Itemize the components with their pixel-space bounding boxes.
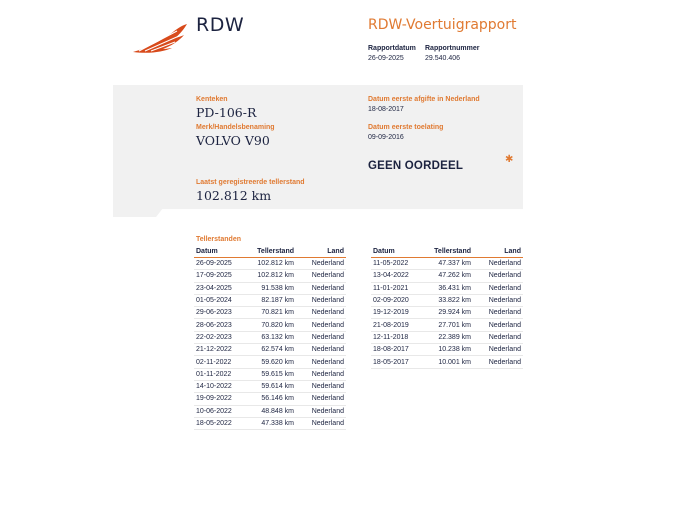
cell-date: 21-12-2022 — [194, 344, 252, 356]
last-odometer-value: 102.812 km — [196, 188, 272, 203]
table-header-row — [194, 246, 346, 258]
asterisk-marker-icon: ✱ — [505, 154, 514, 165]
cell-country: Nederland — [296, 356, 346, 368]
table-row — [194, 270, 346, 282]
plate-value: PD-106-R — [196, 105, 257, 120]
cell-date: 11-05-2022 — [371, 258, 429, 270]
cell-odometer: 102.812 km — [252, 258, 296, 270]
first-issue-label: Datum eerste afgifte in Nederland — [368, 96, 480, 103]
table-row — [371, 307, 523, 319]
cell-country: Nederland — [296, 319, 346, 331]
table-row — [194, 356, 346, 368]
cell-date: 12-11-2018 — [371, 331, 429, 343]
cell-date: 26-09-2025 — [194, 258, 252, 270]
table-row — [371, 282, 523, 294]
cell-odometer: 27.701 km — [429, 319, 473, 331]
cell-date: 01-11-2022 — [194, 368, 252, 380]
cell-country: Nederland — [296, 380, 346, 392]
cell-country: Nederland — [473, 258, 523, 270]
cell-odometer: 70.821 km — [252, 307, 296, 319]
cell-odometer: 62.574 km — [252, 344, 296, 356]
cell-date: 22-02-2023 — [194, 331, 252, 343]
cell-odometer: 10.001 km — [429, 356, 473, 368]
cell-date: 18-05-2022 — [194, 417, 252, 429]
cell-country: Nederland — [473, 307, 523, 319]
table-row — [194, 258, 346, 270]
cell-date: 23-04-2025 — [194, 282, 252, 294]
cell-odometer: 82.187 km — [252, 294, 296, 306]
table-row — [194, 282, 346, 294]
cell-odometer: 47.338 km — [252, 417, 296, 429]
cell-date: 19-09-2022 — [194, 393, 252, 405]
cell-odometer: 29.924 km — [429, 307, 473, 319]
cell-odometer: 22.389 km — [429, 331, 473, 343]
report-date-block — [368, 45, 416, 62]
cell-date: 29-06-2023 — [194, 307, 252, 319]
cell-country: Nederland — [473, 344, 523, 356]
cell-country: Nederland — [296, 258, 346, 270]
cell-odometer: 59.615 km — [252, 368, 296, 380]
cell-odometer: 63.132 km — [252, 331, 296, 343]
cell-date: 14-10-2022 — [194, 380, 252, 392]
cell-country: Nederland — [296, 282, 346, 294]
cell-odometer: 59.614 km — [252, 380, 296, 392]
cell-country: Nederland — [473, 282, 523, 294]
cell-date: 18-08-2017 — [371, 344, 429, 356]
cell-country: Nederland — [296, 417, 346, 429]
cell-country: Nederland — [473, 294, 523, 306]
table-row — [371, 356, 523, 368]
plate-label: Kenteken — [196, 96, 228, 103]
rdw-logo-wing-icon — [133, 24, 187, 54]
first-admission-label: Datum eerste toelating — [368, 124, 444, 131]
cell-country: Nederland — [296, 294, 346, 306]
report-title: RDW-Voertuigrapport — [368, 17, 517, 33]
report-date-label: Rapportdatum — [368, 45, 416, 52]
cell-date: 17-09-2025 — [194, 270, 252, 282]
cell-date: 10-06-2022 — [194, 405, 252, 417]
cell-date: 13-04-2022 — [371, 270, 429, 282]
cell-date: 18-05-2017 — [371, 356, 429, 368]
cell-country: Nederland — [296, 307, 346, 319]
cell-country: Nederland — [473, 356, 523, 368]
brand-name: RDW — [196, 14, 245, 36]
table-row — [371, 344, 523, 356]
cell-odometer: 56.146 km — [252, 393, 296, 405]
table-row — [371, 258, 523, 270]
cell-date: 28-06-2023 — [194, 319, 252, 331]
column-header-country: Land — [296, 246, 346, 258]
column-header-date: Datum — [194, 246, 252, 258]
table-row — [194, 368, 346, 380]
cell-country: Nederland — [296, 405, 346, 417]
cell-country: Nederland — [296, 393, 346, 405]
cell-odometer: 36.431 km — [429, 282, 473, 294]
make-value: VOLVO V90 — [196, 133, 270, 148]
table-row — [194, 417, 346, 429]
odometer-section-title: Tellerstanden — [196, 236, 241, 243]
report-number-value: 29.540.406 — [425, 55, 461, 62]
cell-country: Nederland — [473, 319, 523, 331]
odometer-table-right — [371, 246, 523, 369]
cell-country: Nederland — [296, 368, 346, 380]
column-header-odometer: Tellerstand — [252, 246, 296, 258]
verdict-text: GEEN OORDEEL — [368, 160, 464, 172]
first-admission-field — [368, 124, 443, 141]
table-row — [194, 405, 346, 417]
cell-country: Nederland — [473, 331, 523, 343]
table-row — [371, 294, 523, 306]
cell-odometer: 70.820 km — [252, 319, 296, 331]
column-header-country: Land — [473, 246, 523, 258]
column-header-date: Datum — [371, 246, 429, 258]
cell-date: 02-09-2020 — [371, 294, 429, 306]
cell-date: 21-08-2019 — [371, 319, 429, 331]
table-row — [194, 344, 346, 356]
table-row — [194, 294, 346, 306]
table-row — [371, 319, 523, 331]
cell-date: 02-11-2022 — [194, 356, 252, 368]
report-date-value: 26-09-2025 — [368, 55, 404, 62]
plate-field — [196, 96, 256, 120]
cell-date: 19-12-2019 — [371, 307, 429, 319]
cell-country: Nederland — [296, 344, 346, 356]
table-row — [194, 319, 346, 331]
last-odometer-label: Laatst geregistreerde tellerstand — [196, 179, 305, 186]
first-admission-value: 09-09-2016 — [368, 134, 404, 141]
report-number-block — [425, 45, 479, 62]
table-row — [194, 307, 346, 319]
cell-country: Nederland — [296, 331, 346, 343]
table-row — [194, 331, 346, 343]
first-issue-value: 18-08-2017 — [368, 106, 404, 113]
cell-odometer: 91.538 km — [252, 282, 296, 294]
cell-odometer: 10.238 km — [429, 344, 473, 356]
report-number-label: Rapportnummer — [425, 45, 480, 52]
column-header-odometer: Tellerstand — [429, 246, 473, 258]
last-odometer-field — [196, 179, 305, 203]
cell-odometer: 47.337 km — [429, 258, 473, 270]
cell-country: Nederland — [473, 270, 523, 282]
cell-odometer: 102.812 km — [252, 270, 296, 282]
make-field — [196, 124, 275, 148]
table-row — [194, 380, 346, 392]
cell-date: 01-05-2024 — [194, 294, 252, 306]
cell-odometer: 33.822 km — [429, 294, 473, 306]
table-header-row — [371, 246, 523, 258]
cell-country: Nederland — [296, 270, 346, 282]
odometer-table-left — [194, 246, 346, 430]
cell-odometer: 59.620 km — [252, 356, 296, 368]
cell-odometer: 47.262 km — [429, 270, 473, 282]
first-issue-field — [368, 96, 480, 113]
make-label: Merk/Handelsbenaming — [196, 124, 275, 131]
cell-odometer: 48.848 km — [252, 405, 296, 417]
table-row — [371, 270, 523, 282]
table-row — [194, 393, 346, 405]
cell-date: 11-01-2021 — [371, 282, 429, 294]
table-row — [371, 331, 523, 343]
